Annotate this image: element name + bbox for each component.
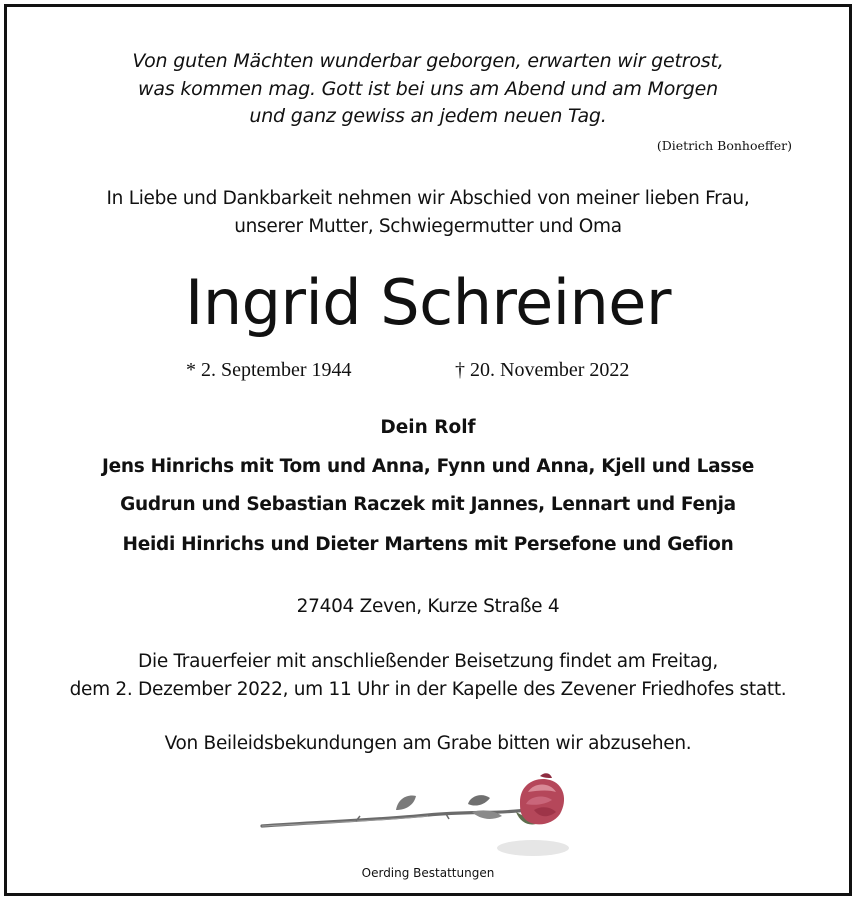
intro-line-1: In Liebe und Dankbarkeit nehmen wir Abschied von meiner lieben Frau, xyxy=(106,188,750,209)
quote-author: (Dietrich Bonhoeffer) xyxy=(656,138,792,153)
service-line-2: dem 2. Dezember 2022, um 11 Uhr in der Kapelle des Zevener Friedhofes statt. xyxy=(69,679,787,700)
service-line-1: Die Trauerfeier mit anschließender Beisetzung findet am Freitag, xyxy=(138,651,718,672)
undertaker-name: Oerding Bestattungen xyxy=(361,866,495,880)
quote-line-3: und ganz gewiss an jedem neuen Tag. xyxy=(249,105,607,127)
intro-line-2: unserer Mutter, Schwiegermutter und Oma xyxy=(234,216,622,237)
mourner-spouse: Dein Rolf xyxy=(380,417,476,438)
mourner-family-2: Gudrun und Sebastian Raczek mit Jannes, Lennart und Fenja xyxy=(120,494,736,515)
birth-date: * 2. September 1944 xyxy=(186,359,352,381)
mourner-family-1: Jens Hinrichs mit Tom und Anna, Fynn und Anna, Kjell und Lasse xyxy=(102,456,754,477)
mourner-family-3: Heidi Hinrichs und Dieter Martens mit Persefone und Gefion xyxy=(122,534,734,555)
rose-icon xyxy=(258,770,578,862)
condolence-note: Von Beileidsbekundungen am Grabe bitten wir abzusehen. xyxy=(164,733,692,754)
address: 27404 Zeven, Kurze Straße 4 xyxy=(296,596,560,617)
death-date: † 20. November 2022 xyxy=(455,359,630,381)
quote-line-2: was kommen mag. Gott ist bei uns am Abend und am Morgen xyxy=(138,78,718,100)
deceased-name: Ingrid Schreiner xyxy=(185,266,671,339)
quote-line-1: Von guten Mächten wunderbar geborgen, erwarten wir getrost, xyxy=(132,50,724,72)
